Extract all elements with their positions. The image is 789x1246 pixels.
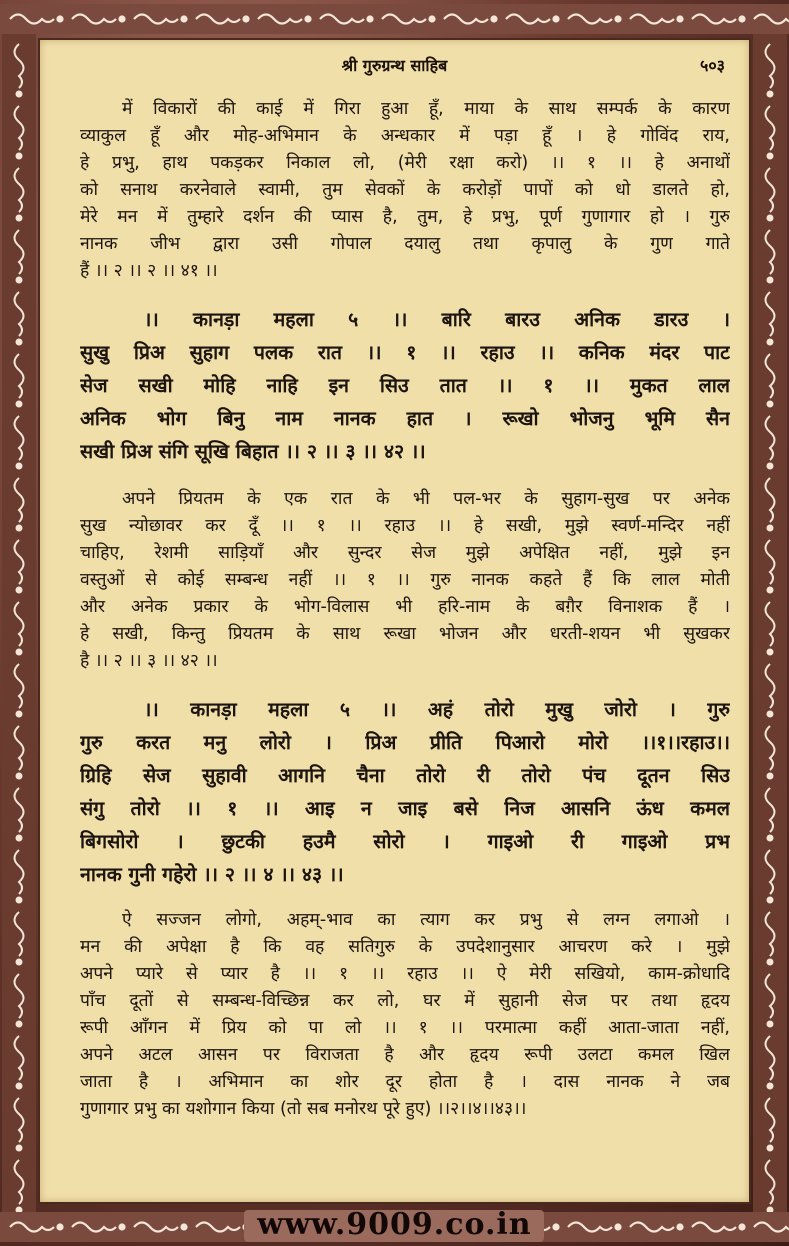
text-line: को सनाथ करनेवाले स्वामी, तुम सेवकों के करोड़ों पापों को धो डालते हो, [80, 180, 730, 200]
text-line: वस्तुओं से कोई सम्बन्ध नहीं ।। १ ।। गुरु नानक कहते हैं कि लाल मोती [80, 570, 730, 590]
scripture-page [38, 38, 751, 1204]
text-line: मेरे मन में तुम्हारे दर्शन की प्यास है, तुम, हे प्रभु, पूर्ण गुणागार हो । गुरु [80, 207, 730, 227]
text-line: सेज सखी मोहि नाहि इन सिउ तात ।। १ ।। मुकत लाल [80, 374, 730, 397]
website-footer[interactable]: www.9009.co.in [257, 1207, 532, 1242]
text-line: नानक जीभ द्वारा उसी गोपाल दयालु तथा कृपालु के गुण गाते [80, 234, 730, 254]
text-line: गुरु करत मनु लोरो । प्रिअ प्रीति पिआरो मोरो ।।१।।रहाउ।। [80, 731, 730, 754]
text-line: सुखु प्रिअ सुहाग पलक रात ।। १ ।। रहाउ ।। कनिक मंदर पाट [80, 341, 730, 364]
page-title: श्री गुरुग्रन्थ साहिब [341, 56, 448, 75]
text-line: मन की अपेक्षा है कि वह सतिगुरु के उपदेशानुसार आचरण करे । मुझे [80, 937, 730, 957]
text-line: ग्रिहि सेज सुहावी आगनि चैना तोरो री तोरो पंच दूतन सिउ [80, 764, 730, 787]
text-line: ऐ सज्जन लोगो, अहम्-भाव का त्याग कर प्रभु से लग्न लगाओ । [122, 910, 730, 930]
text-line: नानक गुनी गहेरो ।। २ ।। ४ ।। ४३ ।। [80, 863, 344, 886]
text-line: अपने प्यारे से प्यार है ।। १ ।। रहाउ ।। ऐ मेरी सखियो, काम-क्रोधादि [80, 964, 730, 984]
text-line: ।। कानड़ा महला ५ ।। अहं तोरो मुखु जोरो । गुरु [144, 698, 730, 721]
page-content [80, 96, 730, 1123]
text-line: रूपी आँगन में प्रिय को पा लो ।। १ ।। परमात्मा कहीं आता-जाता नहीं, [80, 1018, 730, 1038]
text-line: संगु तोरो ।। १ ।। आइ न जाइ बसे निज आसनि ऊंध कमल [80, 797, 730, 820]
text-line: और अनेक प्रकार के भोग-विलास भी हरि-नाम के बग़ैर विनाशक हैं । [80, 597, 730, 617]
right-ornament-border [753, 34, 787, 1212]
page-header [40, 54, 749, 80]
translation-paragraph [80, 486, 730, 675]
text-line: सुख न्योछावर कर दूँ ।। १ ।। रहाउ ।। हे सखी, मुझे स्वर्ण-मन्दिर नहीं [80, 516, 730, 536]
translation-paragraph [80, 907, 730, 1123]
text-line: बिगसोरो । छुटकी हउमै सोरो । गाइओ री गाइओ प्रभ [80, 830, 730, 853]
text-line: गुणागार प्रभु का यशोगान किया (तो सब मनोरथ पूरे हुए) ।।२।।४।।४३।। [80, 1099, 527, 1119]
text-line: हे प्रभु, हाथ पकड़कर निकाल लो, (मेरी रक्षा करो) ।। १ ।। हे अनाथों [80, 153, 730, 173]
gurbani-verse [80, 693, 730, 891]
top-ornament-border [0, 2, 789, 36]
text-line: जाता है । अभिमान का शोर दूर होता है । दास नानक ने जब [80, 1072, 730, 1092]
text-line: हे सखी, किन्तु प्रियतम के साथ रूखा भोजन और धरती-शयन भी सुखकर [80, 624, 730, 644]
text-line: हैं ।। २ ।। २ ।। ४१ ।। [80, 261, 218, 281]
page-number: ५०३ [700, 56, 725, 75]
text-line: अपने अटल आसन पर विराजता है और हृदय रूपी उलटा कमल खिल [80, 1045, 730, 1065]
text-line: ।। कानड़ा महला ५ ।। बारि बारउ अनिक डारउ । [144, 308, 730, 331]
text-line: में विकारों की काई में गिरा हुआ हूँ, माया के साथ सम्पर्क के कारण [122, 99, 730, 119]
gurbani-verse [80, 303, 730, 468]
text-line: है ।। २ ।। ३ ।। ४२ ।। [80, 651, 218, 671]
text-line: सखी प्रिअ संगि सूखि बिहात ।। २ ।। ३ ।। ४२ ।। [80, 440, 426, 463]
text-line: व्याकुल हूँ और मोह-अभिमान के अन्धकार में पड़ा हूँ । हे गोविंद राय, [80, 126, 730, 146]
text-line: अपने प्रियतम के एक रात के भी पल-भर के सुहाग-सुख पर अनेक [122, 489, 730, 509]
text-line: अनिक भोग बिनु नाम नानक हात । रूखो भोजनु भूमि सैन [80, 407, 730, 430]
text-line: चाहिए, रेशमी साड़ियाँ और सुन्दर सेज मुझे अपेक्षित नहीं, मुझे इन [80, 543, 730, 563]
text-line: पाँच दूतों से सम्बन्ध-विच्छिन्न कर लो, घर में सुहानी सेज पर तथा हृदय [80, 991, 730, 1011]
translation-paragraph [80, 96, 730, 285]
left-ornament-border [2, 34, 36, 1212]
